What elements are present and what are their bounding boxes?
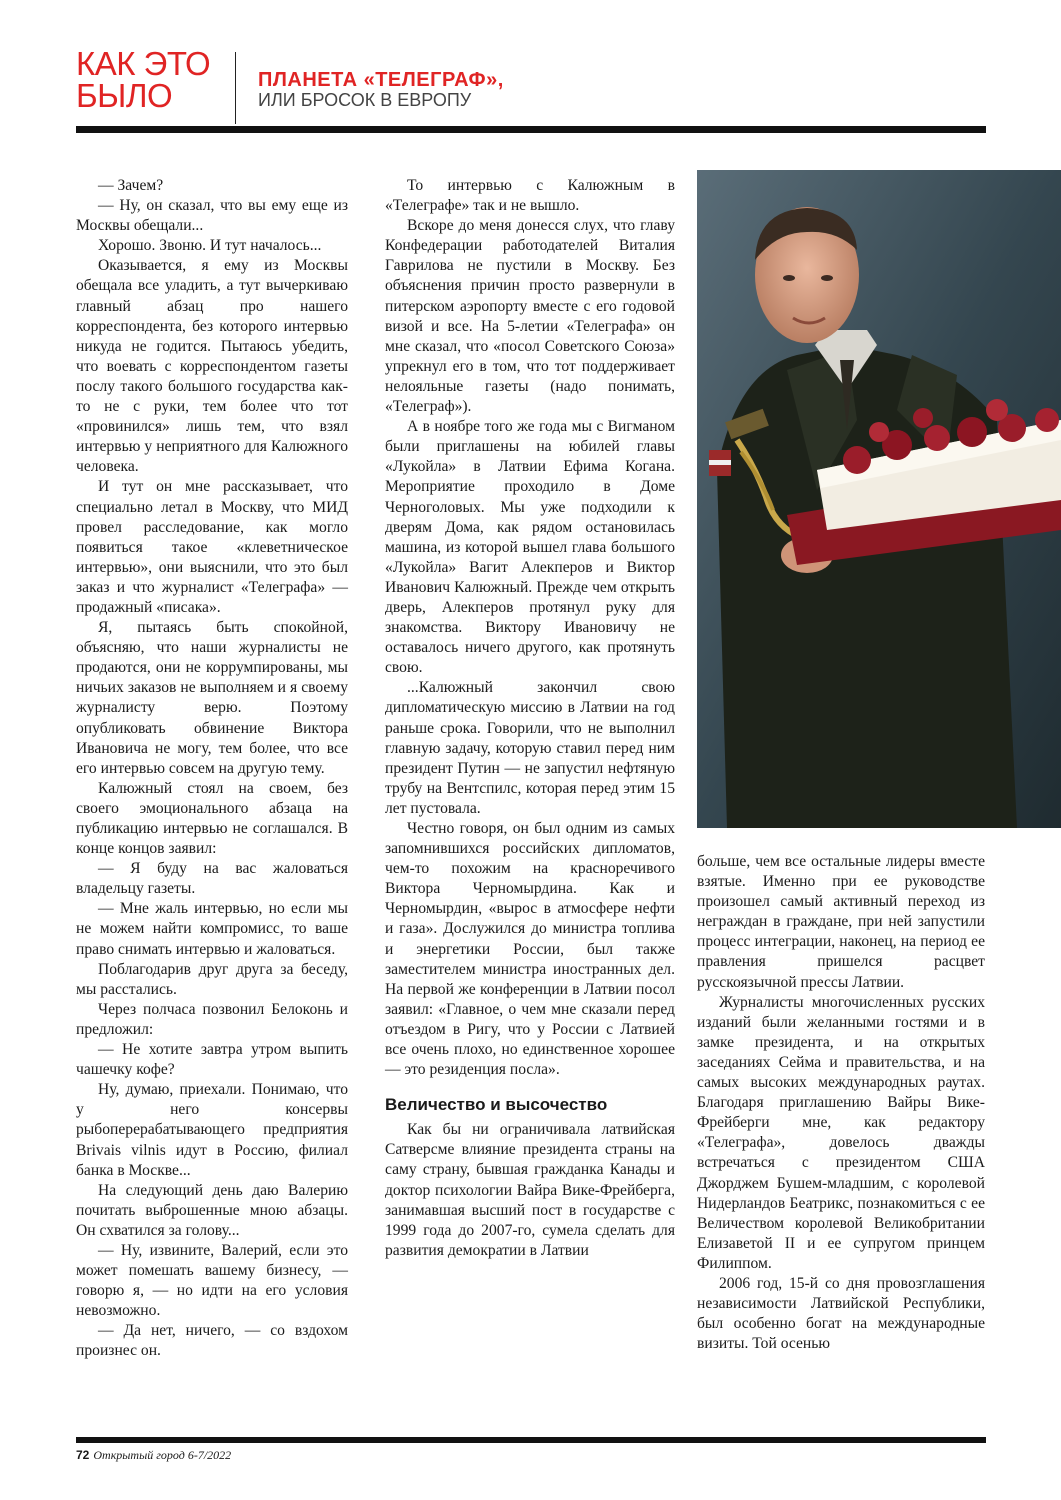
section-subheading: Величество и высочество [385, 1095, 608, 1115]
text-column-3 [697, 852, 985, 1354]
paragraph: Через полчаса позвонил Белоконь и предложил: [76, 1000, 348, 1038]
rubric-line-1: КАК ЭТО [76, 45, 211, 82]
text-column-2 [385, 176, 675, 1261]
section-rubric [76, 45, 226, 114]
paragraph: — Мне жаль интервью, но если мы не можем найти компромисс, то ваше право снимать интервью и жаловаться. [76, 900, 348, 958]
header-rule [76, 126, 986, 133]
article-photo [697, 170, 1061, 828]
paragraph: Хорошо. Звоню. И тут началось... [98, 237, 322, 255]
text-column-1 [76, 176, 348, 1362]
rubric-line-2: БЫЛО [76, 77, 173, 114]
footer-rule [76, 1437, 986, 1443]
header-divider [235, 52, 236, 124]
paragraph: Как бы ни ограничивала латвийская Сатверсме влияние президента страны на саму страну, бывшая гражданка Канады и доктор психологии Вайра Вике-Фрейберга, занимавшая высший пост в государстве с 1999 года до 2007-го, сумела сделать для развития демократии в Латвии [385, 1121, 675, 1259]
paragraph: — Не хотите завтра утром выпить чашечку кофе? [76, 1041, 348, 1079]
paragraph: больше, чем все остальные лидеры вместе взятые. Именно при ее руководстве произошел самый активный переход из неграждан в граждане, при ней запустили процесс интеграции, наконец, на период ее правления пришелся расцвет русскоязычной прессы Латвии. [697, 853, 985, 991]
title-main: ПЛАНЕТА «ТЕЛЕГРАФ», [258, 69, 504, 91]
paragraph: — Ну, он сказал, что вы ему еще из Москвы обещали... [76, 197, 348, 235]
paragraph: — Ну, извините, Валерий, если это может помешать вашему бизнесу, — говорю я, — но идти на его условия невозможно. [76, 1241, 348, 1320]
paragraph: А в ноябре того же года мы с Вигманом были приглашены на юбилей главы «Лукойла» в Латвии Ефима Когана. Мероприятие проходило в Доме Черноголовых. Мы уже подходили к дверям Дома, как рядом остановилась машина, из которой вышел глава большого «Лукойла» Вагит Алекперов и Виктор Иванович Калюжный. Прежде чем открыть дверь, Алекперов протянул руку для знакомства. Виктору Ивановичу не оставалось ничего другого, как протянуть свою. [385, 418, 675, 677]
paragraph: Вскоре до меня донесся слух, что главу Конфедерации работодателей Виталия Гаврилова не пустили в Москву. Без объяснения причин просто развернули в питерском аэропорту вместе с его годовой визой и все. На 5-летии «Телеграфа» он мне сказал, что «посол Советского Союза» упрекнул его в том, что тот поддерживает нелояльные газеты (надо понимать, «Телеграф»). [385, 217, 675, 416]
paragraph: — Да нет, ничего, — со вздохом произнес он. [76, 1322, 348, 1360]
paragraph: Честно говоря, он был одним из самых запомнившихся российских дипломатов, чем-то похожим на красноречивого Виктора Черномырдина. Как и Черномырдин, «вырос в атмосфере нефти и газа». Дослужился до министра топлива и энергетики России, был также заместителем министра иностранных дел. На первой же конференции в Латвии посол заявил: «Главное, о чем мне сказали перед отъездом в Ригу, что у России с Латвией все очень плохо, но единственное хорошее — это резиденция посла». [385, 820, 675, 1079]
page-footer [76, 1448, 231, 1463]
page-number: 72 [76, 1448, 90, 1462]
paragraph: — Зачем? [98, 177, 164, 194]
magazine-issue: Открытый город 6-7/2022 [93, 1448, 232, 1462]
paragraph: 2006 год, 15-й со дня провозглашения независимости Латвийской Республики, был особенно богат на международные визиты. Той осенью [697, 1274, 985, 1353]
paragraph: Журналисты многочисленных русских изданий были желанными гостями и в замке президента, и на открытых заседаниях Сейма и правительства, и на самых высоких международных раутах. Благодаря приглашению Вайры Вике-Фрейберги мне, как редактору «Телеграфа», довелось дважды встречаться с президентом США Джорджем Бушем-младшим, с королевой Нидерландов Беатрикс, познакомиться с ее Величеством королевой Великобритании Елизаветой II и ее супругом принцем Филиппом. [697, 993, 985, 1272]
photo-officer-with-cake [697, 170, 1061, 828]
title-sub: ИЛИ БРОСОК В ЕВРОПУ [258, 90, 472, 110]
paragraph: Я, пытаясь быть спокойной, объясняю, что наши журналисты не продаются, они не коррумпированы, мы ничьих заказов не выполняем и я своему журналисту верю. Поэтому опубликовать обвинение Виктора Ивановича не могу, тем более, что все его интервью совсем на другую тему. [76, 619, 348, 777]
paragraph: То интервью с Калюжным в «Телеграфе» так и не вышло. [385, 177, 675, 215]
paragraph: Калюжный стоял на своем, без своего эмоционального абзаца на публикацию интервью не соглашался. В конце концов заявил: [76, 779, 348, 858]
paragraph: ...Калюжный закончил свою дипломатическую миссию в Латвии на год раньше срока. Говорили, что не выполнил главную задачу, которую ставил перед ним президент Путин — не запустил нефтяную трубу на Вентспилс, которая перед этим 15 лет пустовала. [385, 679, 675, 817]
paragraph: И тут он мне рассказывает, что специально летал в Москву, что МИД провел расследование, как могло появиться такое «клеветническое интервью», они выяснили, что это был заказ и что журналист «Телеграфа» — продажный «писака». [76, 478, 348, 616]
paragraph: Ну, думаю, приехали. Понимаю, что у него консервы рыбоперерабатывающего предприятия Brivais vilnis идут в Россию, филиал банка в Москве... [76, 1081, 348, 1179]
paragraph: Поблагодарив друг друга за беседу, мы расстались. [76, 960, 348, 998]
paragraph: — Я буду на вас жаловаться владельцу газеты. [76, 860, 348, 898]
paragraph: На следующий день даю Валерию почитать выброшенные мною абзацы. Он схватился за голову... [76, 1181, 348, 1239]
paragraph: Оказывается, я ему из Москвы обещала все уладить, а тут вычеркиваю главный абзац про нашего корреспондента, без которого интервью никуда не годится. Пытаюсь убедить, что воевать с корреспондентом газеты послу такого большого государства как-то не с руки, тем более что тот «провинился» лишь тем, что взял интервью у неприятного для Калюжного человека. [76, 257, 348, 476]
article-title [258, 70, 504, 110]
